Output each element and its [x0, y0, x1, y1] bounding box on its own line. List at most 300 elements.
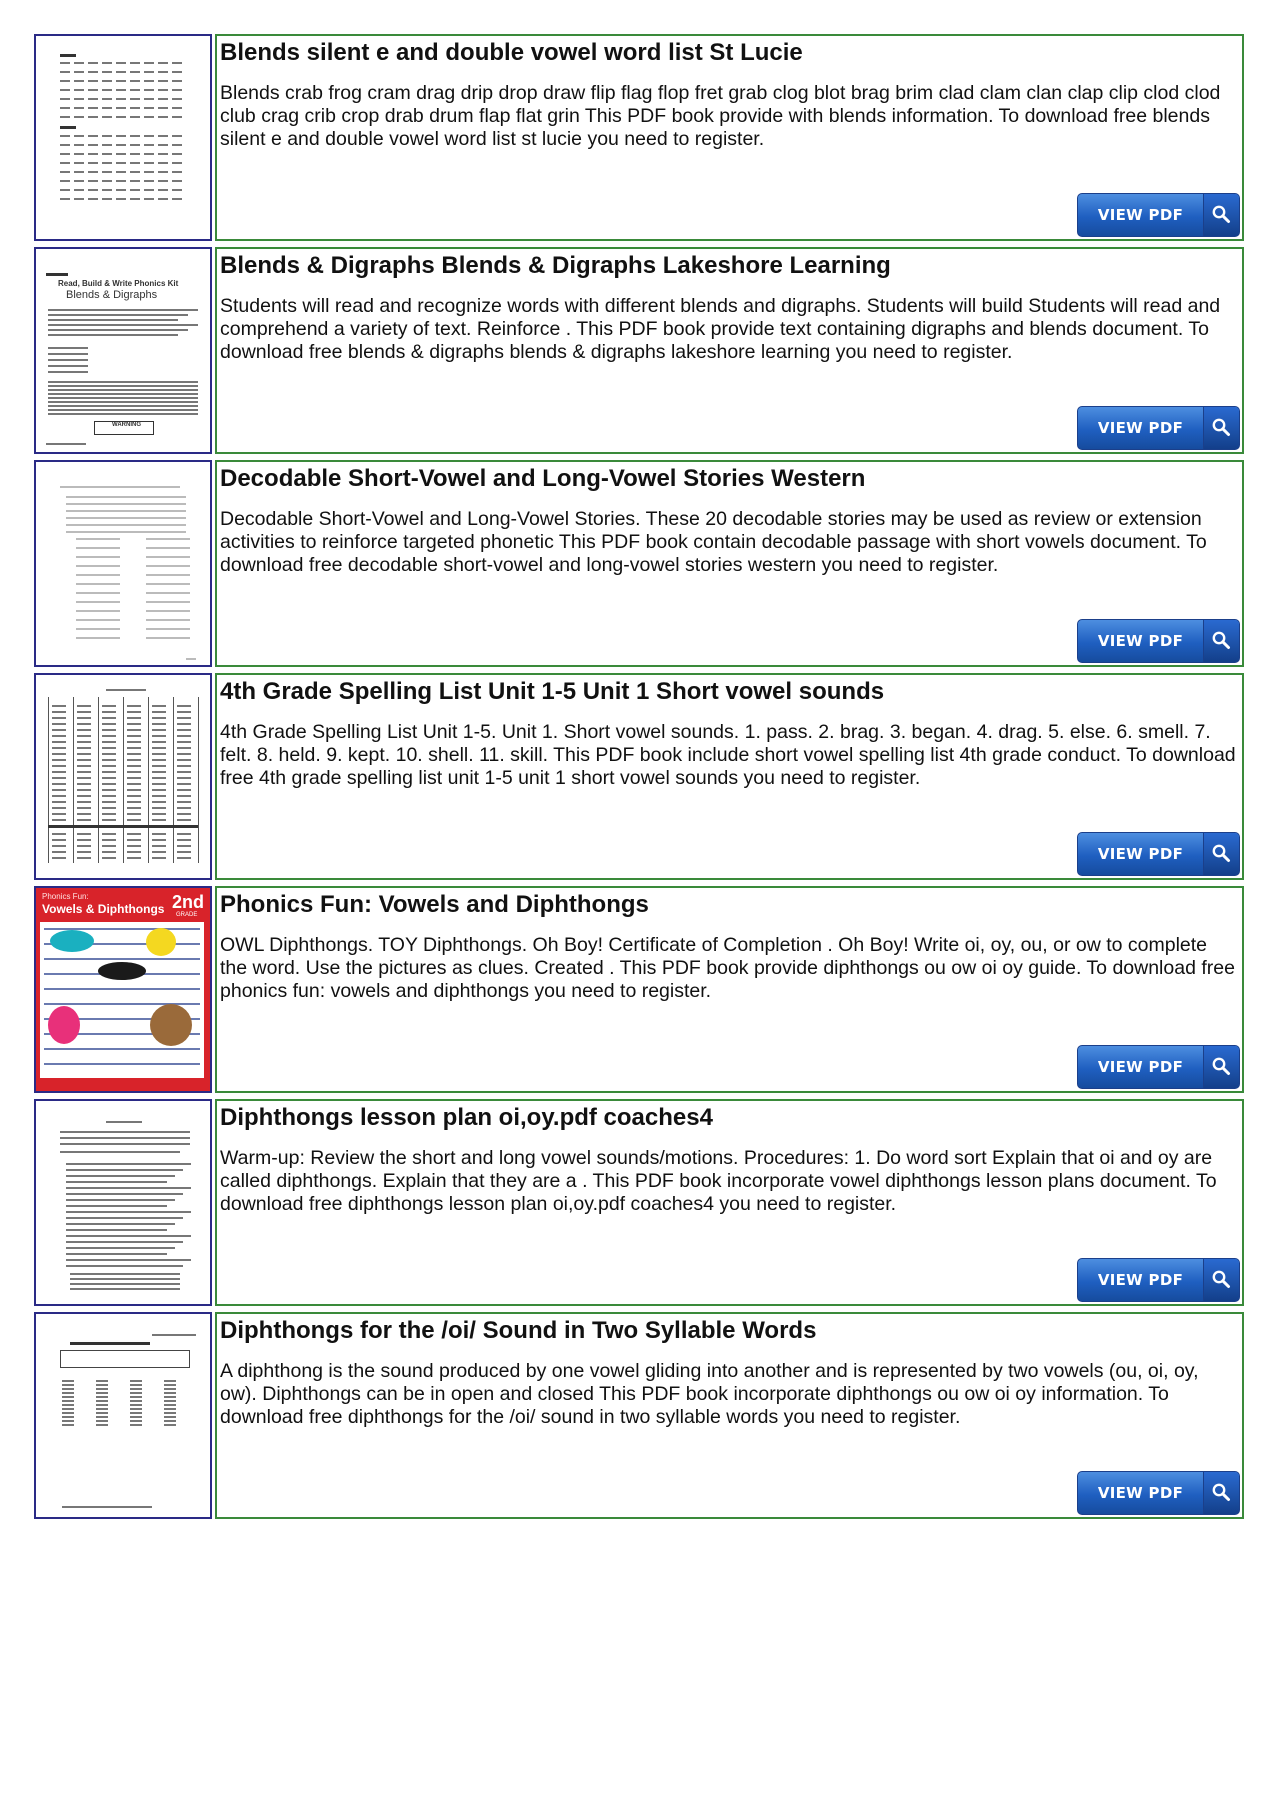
- thumbnail-text-line: [66, 524, 186, 526]
- listing-description: Students will read and recognize words with different blends and digraphs. Students will build Students will read and comprehend a variety of text. Reinforce . This PDF book provide text containing digraphs and blends document. To download free blends & digraphs blends & digraphs lakeshore learning you need to register.: [220, 295, 1221, 363]
- thumbnail-text-line: [177, 717, 191, 719]
- listing-description: Decodable Short-Vowel and Long-Vowel Stories. These 20 decodable stories may be used as review or extension activities to reinforce targeted phonetic This PDF book contain decodable passage with short vowels document. To download free decodable short-vowel and long-vowel stories western you need to register.: [220, 508, 1207, 576]
- thumbnail-text-line: [88, 144, 98, 146]
- view-pdf-label: VIEW PDF: [1097, 206, 1184, 224]
- thumbnail-text-line: [77, 845, 91, 847]
- thumbnail-text-line: [102, 80, 112, 82]
- magnifier-icon: [1204, 833, 1239, 875]
- magnifier-icon: [1204, 407, 1239, 449]
- thumbnail-text-line: [44, 1063, 200, 1065]
- thumbnail-text-line: [88, 153, 98, 155]
- thumbnail-text-line: [66, 1187, 191, 1189]
- view-pdf-button[interactable]: [1077, 832, 1240, 876]
- thumbnail-text-line: [76, 601, 120, 603]
- pdf-thumbnail-3[interactable]: [34, 460, 212, 667]
- thumbnail-text-line: [77, 777, 91, 779]
- thumbnail-text-line: [152, 759, 166, 761]
- thumbnail-text-line: [52, 801, 66, 803]
- thumbnail-text-line: [116, 107, 126, 109]
- thumbnail-text-line: [158, 80, 168, 82]
- thumbnail-text-line: [52, 807, 66, 809]
- thumbnail-text-line: [102, 162, 112, 164]
- thumbnail-text-line: [66, 1235, 191, 1237]
- thumbnail-text-line: [77, 857, 91, 859]
- listing-title[interactable]: Decodable Short-Vowel and Long-Vowel Stories Western: [220, 465, 866, 492]
- thumbnail-text-line: [60, 89, 70, 91]
- thumbnail-text-line: [102, 851, 116, 853]
- thumbnail-text-line: [127, 851, 141, 853]
- view-pdf-label: VIEW PDF: [1097, 1271, 1184, 1289]
- thumbnail-text-line: [66, 1199, 175, 1201]
- thumbnail-text-line: [144, 107, 154, 109]
- thumbnail-text-line: [127, 717, 141, 719]
- thumbnail-text-line: [146, 538, 190, 540]
- view-pdf-button[interactable]: [1077, 1045, 1240, 1089]
- thumbnail-text-line: [60, 1143, 190, 1145]
- thumbnail-text-line: [77, 795, 91, 797]
- thumbnail-text-line: [77, 839, 91, 841]
- view-pdf-button[interactable]: [1077, 1471, 1240, 1515]
- thumbnail-text-line: [44, 1048, 200, 1050]
- thumbnail-text-line: [158, 189, 168, 191]
- thumbnail-text-line: [152, 833, 166, 835]
- thumbnail-text-line: [74, 153, 84, 155]
- thumbnail-text-line: [152, 777, 166, 779]
- listing-title[interactable]: 4th Grade Spelling List Unit 1-5 Unit 1 Short vowel sounds: [220, 678, 885, 705]
- listing-card: [215, 1099, 1244, 1306]
- thumbnail-text-line: [77, 813, 91, 815]
- pdf-thumbnail-6[interactable]: [34, 1099, 212, 1306]
- bird-illustration: [146, 928, 176, 956]
- thumbnail-text-line: [62, 1384, 74, 1386]
- thumbnail-text-line: [52, 723, 66, 725]
- thumbnail-text-line: [127, 741, 141, 743]
- thumbnail-text-line: [60, 198, 70, 200]
- thumbnail-text-line: [102, 833, 116, 835]
- thumbnail-text-line: [152, 711, 166, 713]
- thumbnail-text-line: [48, 329, 188, 331]
- thumbnail-text-line: [74, 144, 84, 146]
- thumbnail-text-line: [172, 135, 182, 137]
- thumbnail-text-line: [77, 789, 91, 791]
- thumbnail-text-line: [88, 171, 98, 173]
- thumbnail-text-line: [127, 771, 141, 773]
- listing-card: [215, 673, 1244, 880]
- thumbnail-text: Blends & Digraphs: [66, 289, 158, 301]
- thumbnail-text-line: [130, 1416, 142, 1418]
- thumbnail-text-line: [130, 107, 140, 109]
- thumbnail-text-line: [177, 807, 191, 809]
- pdf-thumbnail-4[interactable]: [34, 673, 212, 880]
- thumbnail-text-line: [77, 747, 91, 749]
- thumbnail-text-line: [66, 1205, 167, 1207]
- thumbnail-text-line: [96, 1388, 108, 1390]
- thumbnail-text-line: [177, 777, 191, 779]
- thumbnail-text-line: [158, 153, 168, 155]
- thumbnail-text-line: [66, 1181, 167, 1183]
- thumbnail-text-line: [144, 153, 154, 155]
- thumbnail-text-line: [172, 71, 182, 73]
- thumbnail-text-line: [66, 1193, 183, 1195]
- listing-card: [215, 247, 1244, 454]
- thumbnail-text-line: [88, 80, 98, 82]
- thumbnail-text-line: [96, 1420, 108, 1422]
- thumbnail-text-line: [77, 851, 91, 853]
- thumbnail-text-line: [102, 759, 116, 761]
- thumbnail-text-line: [60, 107, 70, 109]
- thumbnail-text-line: [172, 189, 182, 191]
- thumbnail-text-line: [144, 116, 154, 118]
- thumbnail-text-line: [177, 753, 191, 755]
- thumbnail-text-line: [102, 116, 112, 118]
- thumbnail-text-line: [76, 547, 120, 549]
- thumbnail-text-line: [152, 819, 166, 821]
- thumbnail-text-line: [74, 80, 84, 82]
- thumbnail-text-line: [77, 759, 91, 761]
- thumbnail-text-line: [127, 735, 141, 737]
- thumbnail-text-line: [144, 162, 154, 164]
- view-pdf-button[interactable]: [1077, 619, 1240, 663]
- thumbnail-text-line: [60, 98, 70, 100]
- thumbnail-text-line: [130, 98, 140, 100]
- thumbnail-text-line: [60, 162, 70, 164]
- thumbnail-text-line: [158, 171, 168, 173]
- thumbnail-text-line: [70, 1278, 180, 1280]
- thumbnail-text-line: [146, 610, 190, 612]
- thumbnail-text-line: [130, 71, 140, 73]
- magnifier-icon: [1204, 1472, 1239, 1514]
- thumbnail-text-line: [48, 314, 188, 316]
- thumbnail-text-line: [88, 89, 98, 91]
- thumbnail-text-line: [77, 771, 91, 773]
- thumbnail-text-line: [102, 71, 112, 73]
- thumbnail-text-line: [146, 592, 190, 594]
- thumbnail-text-line: [102, 144, 112, 146]
- listing-card: [215, 460, 1244, 667]
- thumbnail-text-line: [102, 705, 116, 707]
- thumbnail-text-line: [130, 171, 140, 173]
- pdf-listing: [34, 34, 1244, 1525]
- thumbnail-text-line: [130, 1420, 142, 1422]
- thumbnail-text-line: [74, 98, 84, 100]
- thumbnail-text-line: [177, 765, 191, 767]
- thumbnail-text-line: [52, 813, 66, 815]
- view-pdf-button[interactable]: [1077, 193, 1240, 237]
- thumbnail-text-line: [102, 717, 116, 719]
- thumbnail-text-line: [152, 783, 166, 785]
- thumbnail-text-line: [102, 153, 112, 155]
- thumbnail-text-line: [60, 189, 70, 191]
- thumbnail-text-line: [102, 741, 116, 743]
- thumbnail-text-line: [152, 845, 166, 847]
- listing-description: Blends crab frog cram drag drip drop draw flip flag flop fret grab clog blot brag brim clad clam clan clap clip clod clod club crag crib crop drab drum flap flat grin This PDF book provide with blends information. To download free blends silent e and double vowel word list st lucie you need to register.: [220, 82, 1221, 150]
- thumbnail-text-line: [116, 116, 126, 118]
- thumbnail-text-line: [146, 556, 190, 558]
- thumbnail-text-line: [52, 819, 66, 821]
- thumbnail-text-line: [77, 783, 91, 785]
- thumbnail-text-line: [60, 171, 70, 173]
- thumbnail-text-line: [88, 98, 98, 100]
- thumbnail-text-line: [102, 198, 112, 200]
- listing-title[interactable]: Blends & Digraphs Blends & Digraphs Lakeshore Learning: [220, 252, 891, 279]
- listing-row: [34, 1312, 1244, 1519]
- thumbnail-text-line: [152, 813, 166, 815]
- thumbnail-text-line: [48, 409, 198, 411]
- thumbnail-text-line: [60, 71, 70, 73]
- thumbnail-text-line: [74, 107, 84, 109]
- thumbnail-text-line: [144, 144, 154, 146]
- listing-row: [34, 34, 1244, 241]
- thumbnail-text-line: [66, 510, 186, 512]
- thumbnail-text-line: [52, 711, 66, 713]
- dog-illustration: [150, 1004, 192, 1046]
- thumbnail-text-line: [127, 801, 141, 803]
- thumbnail-text-line: [77, 801, 91, 803]
- view-pdf-button[interactable]: [1077, 406, 1240, 450]
- thumbnail-text-line: [52, 789, 66, 791]
- thumbnail-text-line: [127, 723, 141, 725]
- thumbnail-text-line: [172, 171, 182, 173]
- thumbnail-text-line: [116, 189, 126, 191]
- thumbnail-text-line: [60, 116, 70, 118]
- thumbnail-text-line: [44, 988, 200, 990]
- thumbnail-text-line: [127, 789, 141, 791]
- thumbnail-text-line: [62, 1408, 74, 1410]
- listing-title[interactable]: Phonics Fun: Vowels and Diphthongs: [220, 891, 649, 918]
- thumbnail-text-line: [62, 1424, 74, 1426]
- thumbnail-text-line: [102, 735, 116, 737]
- thumbnail-text-line: [172, 89, 182, 91]
- thumbnail-text-line: [60, 153, 70, 155]
- thumbnail-text-line: [172, 198, 182, 200]
- thumbnail-text-line: [177, 723, 191, 725]
- thumbnail-text-line: [52, 705, 66, 707]
- thumbnail-text-line: [70, 1288, 180, 1290]
- thumbnail-text-line: [66, 517, 186, 519]
- thumbnail-text-line: [130, 1412, 142, 1414]
- thumbnail-text-line: [130, 1396, 142, 1398]
- thumbnail-text-line: [77, 753, 91, 755]
- thumbnail-text: GRADE: [176, 912, 198, 918]
- thumbnail-text-line: [172, 153, 182, 155]
- thumbnail-text-line: [158, 71, 168, 73]
- thumbnail-text-line: [144, 62, 154, 64]
- thumbnail-text-line: [172, 162, 182, 164]
- thumbnail-text-line: [172, 98, 182, 100]
- thumbnail-text-line: [116, 80, 126, 82]
- magnifier-icon: [1204, 1259, 1239, 1301]
- thumbnail-text-line: [130, 89, 140, 91]
- thumbnail-text-line: [177, 783, 191, 785]
- thumbnail-text: 2nd: [172, 892, 205, 912]
- thumbnail-text-line: [74, 180, 84, 182]
- thumbnail-text-line: [66, 1259, 191, 1261]
- thumbnail-text-line: [102, 729, 116, 731]
- thumbnail-text-line: [130, 1392, 142, 1394]
- thumbnail-text-line: [96, 1396, 108, 1398]
- thumbnail-text-line: [130, 1408, 142, 1410]
- thumbnail-text-line: [146, 565, 190, 567]
- thumbnail-text-line: [96, 1384, 108, 1386]
- thumbnail-text-line: [46, 273, 68, 276]
- listing-title[interactable]: Diphthongs lesson plan oi,oy.pdf coaches4: [220, 1104, 713, 1131]
- thumbnail-text-line: [177, 789, 191, 791]
- thumbnail-text-line: [48, 365, 88, 367]
- thumbnail-text-line: [116, 89, 126, 91]
- thumbnail-text-line: [186, 658, 196, 660]
- thumbnail-text-line: [130, 62, 140, 64]
- table-rule: [73, 697, 74, 863]
- thumbnail-text-line: [172, 116, 182, 118]
- thumbnail-text-line: [102, 107, 112, 109]
- thumbnail-text-line: [177, 759, 191, 761]
- thumbnail-text-line: [102, 765, 116, 767]
- thumbnail-text-line: [127, 819, 141, 821]
- thumbnail-text-line: [70, 1342, 150, 1345]
- listing-row: [34, 247, 1244, 454]
- view-pdf-button[interactable]: [1077, 1258, 1240, 1302]
- thumbnail-text-line: [116, 144, 126, 146]
- thumbnail-text-line: [74, 189, 84, 191]
- thumbnail-text-line: [76, 592, 120, 594]
- thumbnail-text-line: [116, 153, 126, 155]
- thumbnail-text-line: [164, 1388, 176, 1390]
- thumbnail-text-line: [146, 628, 190, 630]
- thumbnail-text-line: [127, 857, 141, 859]
- pdf-thumbnail-7[interactable]: [34, 1312, 212, 1519]
- thumbnail-text-line: [76, 556, 120, 558]
- thumbnail-text-line: [66, 1223, 175, 1225]
- thumbnail-text-line: [62, 1404, 74, 1406]
- thumbnail-text-line: [102, 711, 116, 713]
- thumbnail-text-line: [152, 729, 166, 731]
- thumbnail-text-line: [130, 198, 140, 200]
- thumbnail-text-line: [88, 135, 98, 137]
- thumbnail-text-line: [52, 765, 66, 767]
- thumbnail-text-line: [102, 795, 116, 797]
- thumbnail-text-line: [116, 162, 126, 164]
- thumbnail-text-line: [102, 89, 112, 91]
- thumbnail-text-line: [102, 789, 116, 791]
- thumbnail-text-line: [130, 1424, 142, 1426]
- thumbnail-text-line: [77, 741, 91, 743]
- thumbnail-text-line: [60, 1151, 180, 1153]
- thumbnail-text-line: [66, 496, 186, 498]
- thumbnail-text-line: [164, 1424, 176, 1426]
- thumbnail-text-line: [164, 1392, 176, 1394]
- thumbnail-text-line: [74, 62, 84, 64]
- thumbnail-text-line: [164, 1380, 176, 1382]
- thumbnail-text-line: [116, 62, 126, 64]
- magnifier-icon: [1204, 1046, 1239, 1088]
- thumbnail-text-line: [158, 180, 168, 182]
- thumbnail-text-line: [48, 389, 198, 391]
- thumbnail-text-line: [158, 107, 168, 109]
- thumbnail-text-line: [52, 777, 66, 779]
- thumbnail-text-line: [152, 851, 166, 853]
- thumbnail-text-line: [158, 198, 168, 200]
- thumbnail-text-line: [76, 628, 120, 630]
- thumbnail-text-line: [146, 601, 190, 603]
- thumbnail-text-line: [144, 198, 154, 200]
- thumbnail-text-line: [60, 1131, 190, 1133]
- thumbnail-text-line: [48, 381, 198, 383]
- thumbnail-text-line: [48, 309, 198, 311]
- thumbnail-text-line: [62, 1396, 74, 1398]
- pdf-thumbnail-1[interactable]: [34, 34, 212, 241]
- thumbnail-text-line: [144, 98, 154, 100]
- pdf-thumbnail-2[interactable]: [34, 247, 212, 454]
- thumbnail-text-line: [177, 801, 191, 803]
- thumbnail-text-line: [102, 189, 112, 191]
- thumbnail-text-line: [130, 1388, 142, 1390]
- table-rule: [98, 697, 99, 863]
- thumbnail-text-line: [158, 62, 168, 64]
- thumbnail-text-line: [152, 723, 166, 725]
- thumbnail-text-line: [77, 723, 91, 725]
- view-pdf-label: VIEW PDF: [1097, 1058, 1184, 1076]
- thumbnail-text-line: [177, 729, 191, 731]
- thumbnail-text-line: [62, 1392, 74, 1394]
- thumbnail-text-line: [177, 705, 191, 707]
- thumbnail-text-line: [66, 1241, 183, 1243]
- thumbnail-text-line: [48, 393, 198, 395]
- thumbnail-text-line: [48, 413, 198, 415]
- pdf-thumbnail-5[interactable]: [34, 886, 212, 1093]
- view-pdf-label: VIEW PDF: [1097, 419, 1184, 437]
- thumbnail-text-line: [177, 795, 191, 797]
- thumbnail-text-line: [62, 1416, 74, 1418]
- thumbnail-text-line: [152, 705, 166, 707]
- thumbnail-text-line: [62, 1388, 74, 1390]
- thumbnail-text-line: [116, 135, 126, 137]
- thumbnail-text-line: [127, 795, 141, 797]
- thumbnail-text-line: [102, 777, 116, 779]
- thumbnail-text-line: [144, 80, 154, 82]
- thumbnail-text-line: [177, 711, 191, 713]
- thumbnail-text-line: [77, 735, 91, 737]
- listing-card: [215, 34, 1244, 241]
- thumbnail-text-line: [102, 171, 112, 173]
- thumbnail-text-line: [88, 162, 98, 164]
- thumbnail-text-line: [77, 729, 91, 731]
- thumbnail-text-line: [130, 180, 140, 182]
- thumbnail-text-line: [48, 401, 198, 403]
- thumbnail-text-line: [62, 1400, 74, 1402]
- view-pdf-label: VIEW PDF: [1097, 632, 1184, 650]
- thumbnail-text-line: [66, 1265, 183, 1267]
- thumbnail-text-line: [52, 759, 66, 761]
- thumbnail-text-line: [77, 833, 91, 835]
- thumbnail-text-line: [177, 851, 191, 853]
- thumbnail-text-line: [164, 1404, 176, 1406]
- table-rule: [173, 697, 174, 863]
- thumbnail-text-line: [66, 1229, 167, 1231]
- thumbnail-text-line: [48, 359, 88, 361]
- thumbnail-text-line: [127, 747, 141, 749]
- thumbnail-text-line: [88, 62, 98, 64]
- thumbnail-text-line: [152, 753, 166, 755]
- thumbnail-text-line: [66, 1211, 191, 1213]
- thumbnail-text-line: [130, 135, 140, 137]
- thumbnail-text-line: [152, 839, 166, 841]
- thumbnail-text-line: [96, 1404, 108, 1406]
- thumbnail-text-line: [102, 98, 112, 100]
- listing-title[interactable]: Diphthongs for the /oi/ Sound in Two Syllable Words: [220, 1317, 817, 1344]
- table-rule: [48, 697, 49, 863]
- directions-box: [60, 1350, 190, 1368]
- listing-title[interactable]: Blends silent e and double vowel word list St Lucie: [220, 39, 803, 66]
